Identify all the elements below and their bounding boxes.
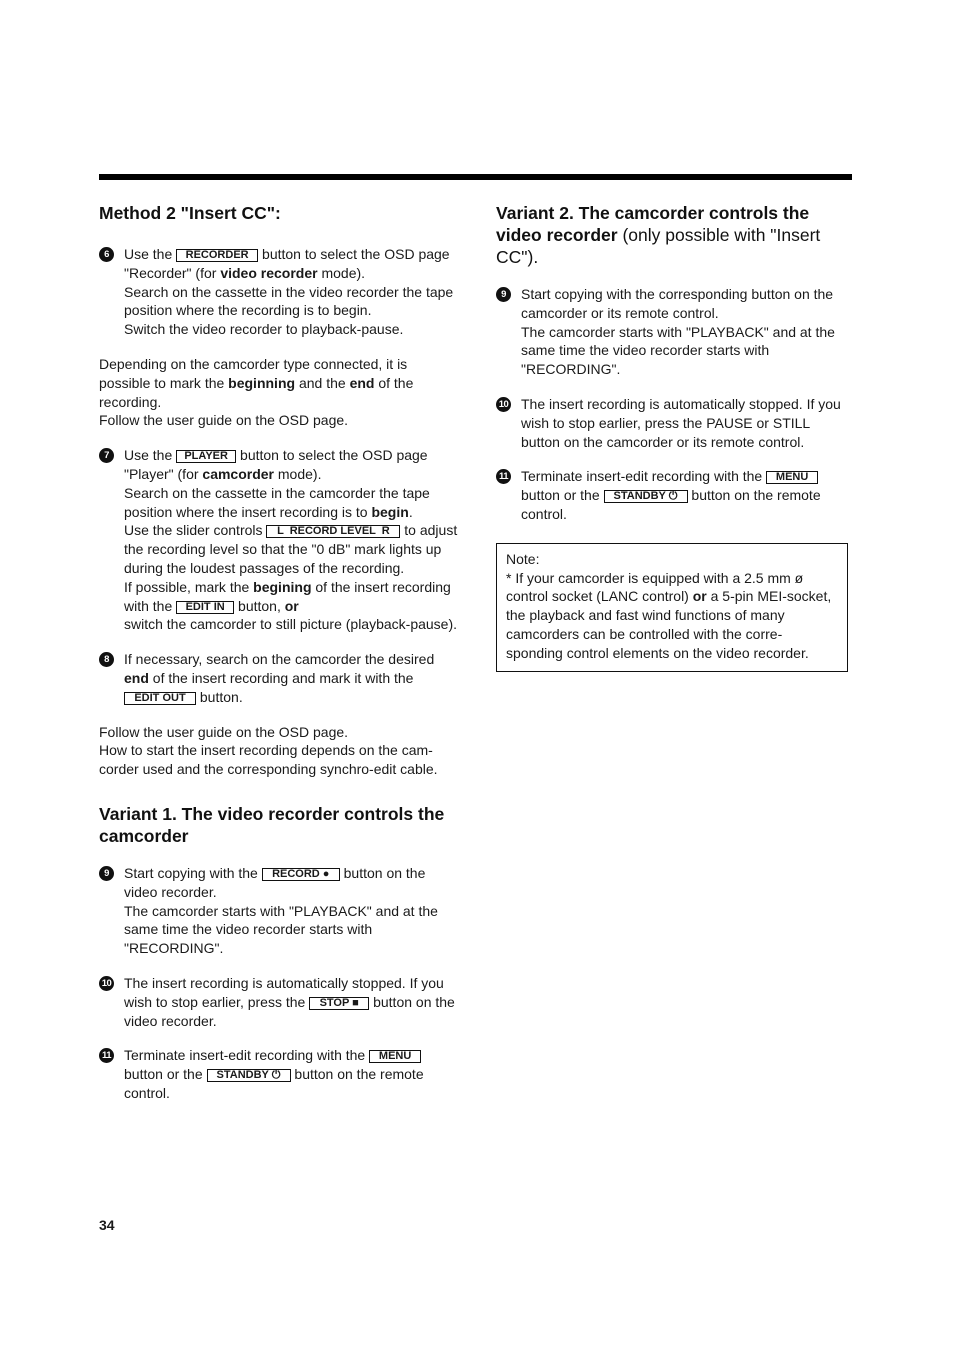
menu-key: MENU [369,1050,421,1063]
step-6-text: Use the RECORDER button to select the OSD page "Recorder" (for video recorder mode). [124,246,450,281]
step-6 [99,245,461,339]
edit-out-key: EDIT OUT [124,692,196,705]
step-6-switch: Switch the video recorder to playback-pause. [124,321,404,338]
step-number-11: 11 [496,469,511,484]
variant-2-step-11: 11 Terminate insert-edit recording with the MENU button or the STANDBY ⏻ button on the remote control. [496,467,852,523]
step-7-still-picture: switch the camcorder to still picture (playback-pause). [124,616,458,633]
page-number: 34 [99,1217,115,1233]
standby-key: STANDBY ⏻ [207,1069,291,1082]
menu-key: MENU [766,471,818,484]
step-8: 8 If necessary, search on the camcorder the desired end of the insert recording and mark it with the EDIT OUT button. [99,650,461,706]
stop-key: STOP ■ [309,997,369,1010]
step-number-7: 7 [99,448,114,463]
step-7: 7 Use the PLAYER button to select the OSD page "Player" (for camcorder mode). Search on the cassette in the camcorder the tape position where the insert recording is to begin. Use the slider controls L RECORD LEVEL R to adjust the recording level so that the "0 dB" mark lights up during the loudest passages of the recording. If possible, mark the begining of the insert recording with the EDIT IN button, or switch the camcorder to still picture (playback-pause). [99,446,461,634]
record-key: RECORD ● [262,868,340,881]
variant-1-step-10: 10 The insert recording is automatically stopped. If you wish to stop earlier, press the STOP ■ button on the video recorder. [99,974,461,1030]
variant-1-step-11: 11 Terminate insert-edit recording with the MENU button or the STANDBY ⏻ button on the remote control. [99,1046,461,1102]
step-number-10: 10 [99,976,114,991]
step-number-6: 6 [99,247,114,262]
variant-2-heading: Variant 2. The camcorder controls the video recorder (only possible with "Insert CC"). [496,203,821,267]
variant-2-step-10: 10 The insert recording is automatically stopped. If you wish to stop earlier, press the PAUSE or STILL button on the camcorder or its remote control. [496,395,852,451]
note-title: Note: [506,550,540,567]
step-number-9: 9 [99,866,114,881]
header-rule [99,174,852,180]
step-number-8: 8 [99,652,114,667]
edit-in-key: EDIT IN [176,601,234,614]
note-box [496,543,848,672]
follow-guide-text: Follow the user guide on the OSD page. [99,412,349,429]
step-6-search: Search on the cassette in the video recorder the tape position where the recording is to begin. [124,283,454,319]
record-level-key: L RECORD LEVEL R [266,525,400,538]
step-number-11: 11 [99,1048,114,1063]
variant-2-step-9: 9 Start copying with the corresponding button on the camcorder or its remote control. The camcorder starts with "PLAYBACK" and at the same time the video recorder starts with "RECORDING". [496,285,852,379]
note-text: * If your camcorder is equipped with a 2.5 mm ø control socket (LANC control) or a 5-pin MEI-socket, the playback and fast wind functions of many camcorders can be controlled with the corre-sponding control elements on the video recorder. [506,569,832,661]
step-number-10: 10 [496,397,511,412]
variant-1-heading: Variant 1. The video recorder controls the camcorder [99,803,445,846]
paragraph-start-insert: Follow the user guide on the OSD page. How to start the insert recording depends on the cam-corder used and the corresponding synchro-edit cable. [99,723,438,778]
step-number-9: 9 [496,287,511,302]
paragraph-mark-begin-end: Depending on the camcorder type connected, it is possible to mark the beginning and the end of the recording. Follow the user guide on the OSD page. [99,355,461,430]
recorder-key: RECORDER [176,249,258,262]
player-key: PLAYER [176,450,236,463]
right-column [496,202,852,672]
variant-1-step-9: 9 Start copying with the RECORD ● button on the video recorder. The camcorder starts with "PLAYBACK" and at the same time the video recorder starts with "RECORDING". [99,864,461,958]
standby-key: STANDBY ⏻ [604,490,688,503]
method-2-heading: Method 2 "Insert CC": [99,203,281,223]
left-column [99,202,461,1103]
